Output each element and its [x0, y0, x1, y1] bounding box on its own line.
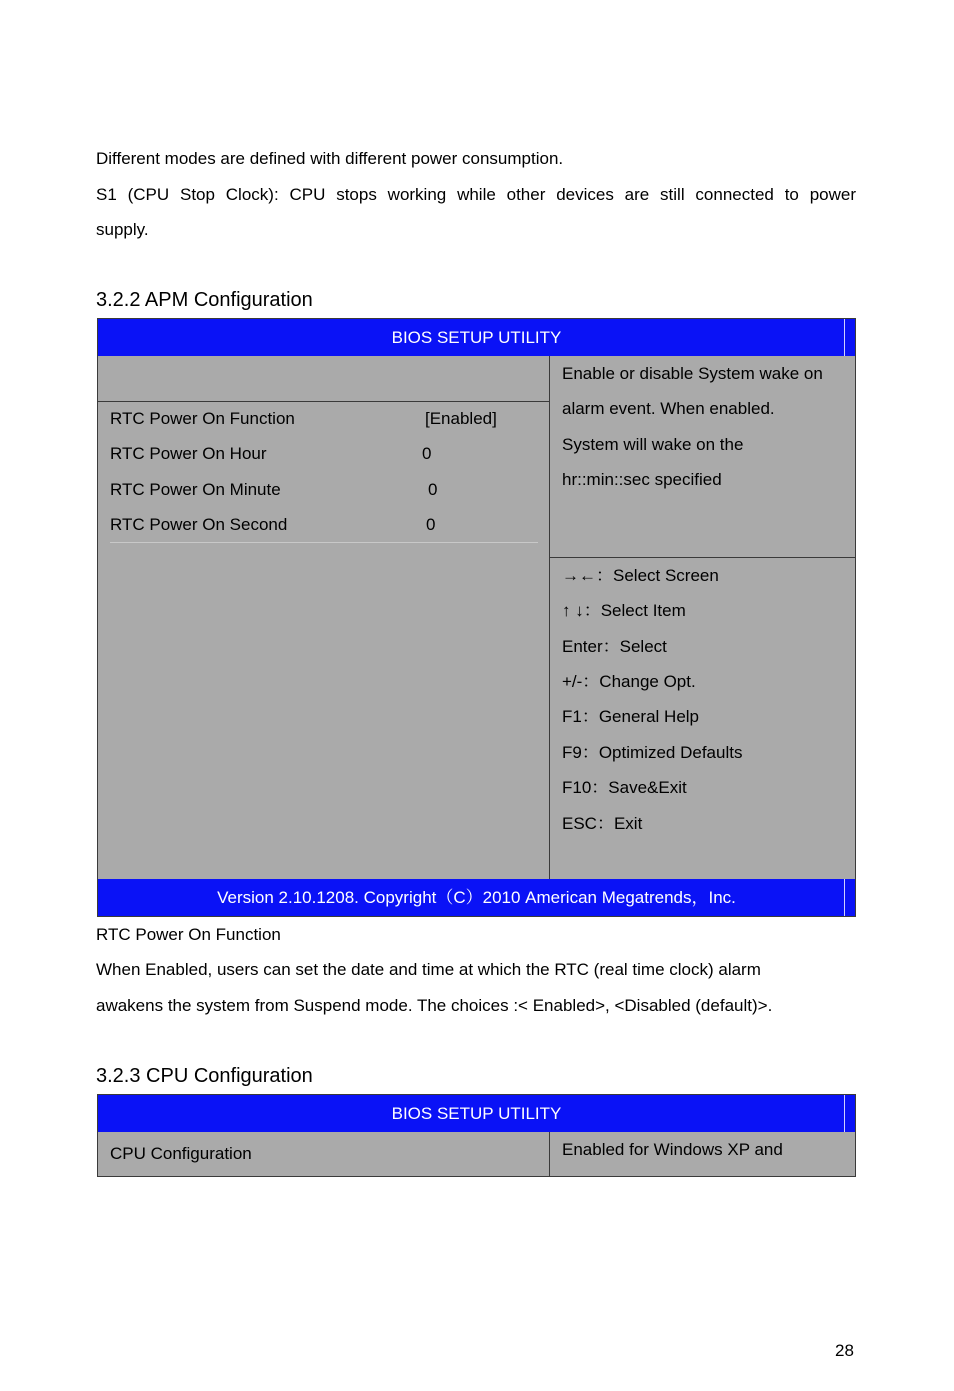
apm-heading: 3.2.2 APM Configuration — [96, 289, 313, 311]
apm-bios-panel — [97, 318, 856, 917]
item-label-rtc-hour[interactable]: RTC Power On Hour — [110, 444, 267, 463]
item-value-rtc-function[interactable]: [Enabled] — [425, 409, 497, 428]
items-top-divider — [98, 401, 549, 402]
help-line: hr::min::sec specified — [562, 470, 722, 489]
key-select-item: ↑ ↓：Select Item — [562, 601, 686, 620]
key-general-help: F1：General Help — [562, 707, 700, 726]
help-line: System will wake on the — [562, 435, 744, 454]
apm-bios-title: BIOS SETUP UTILITY — [98, 319, 855, 356]
help-line: Enable or disable System wake on — [562, 364, 823, 383]
intro-line-2: S1 (CPU Stop Clock): CPU stops working while other devices are still connected to power — [96, 185, 856, 204]
key-save-exit: F10：Save&Exit — [562, 778, 687, 797]
key-change-opt: +/-：Change Opt. — [562, 672, 696, 691]
intro-line-1: Different modes are defined with different power consumption. — [96, 149, 564, 168]
key-select-screen: →←：Select Screen — [562, 566, 719, 585]
apm-bios-footer: Version 2.10.1208. Copyright（C）2010 American Megatrends，Inc. — [98, 879, 855, 916]
key-enter-select: Enter：Select — [562, 637, 667, 656]
cpu-bios-title: BIOS SETUP UTILITY — [98, 1095, 855, 1132]
item-value-rtc-hour[interactable]: 0 — [422, 444, 432, 463]
items-bottom-divider — [110, 542, 538, 543]
item-label-rtc-minute[interactable]: RTC Power On Minute — [110, 480, 281, 499]
cpu-heading: 3.2.3 CPU Configuration — [96, 1065, 313, 1087]
help-line: alarm event. When enabled. — [562, 399, 775, 418]
item-label-rtc-second[interactable]: RTC Power On Second — [110, 515, 288, 534]
cpu-help-line: Enabled for Windows XP and — [562, 1140, 783, 1159]
rtc-desc-title: RTC Power On Function — [96, 925, 281, 944]
item-value-rtc-second[interactable]: 0 — [426, 515, 436, 534]
cpu-configuration-item[interactable]: CPU Configuration — [110, 1144, 252, 1163]
rtc-desc-line-2: awakens the system from Suspend mode. The choices :< Enabled>, <Disabled (default)>. — [96, 996, 773, 1015]
item-label-rtc-function[interactable]: RTC Power On Function — [110, 409, 295, 428]
column-divider — [549, 1132, 550, 1176]
key-exit: ESC：Exit — [562, 814, 643, 833]
page-number: 28 — [835, 1341, 854, 1360]
item-value-rtc-minute[interactable]: 0 — [428, 480, 438, 499]
intro-line-3: supply. — [96, 220, 149, 239]
rtc-desc-line-1: When Enabled, users can set the date and time at which the RTC (real time clock) alarm — [96, 960, 761, 979]
cpu-bios-panel — [97, 1094, 856, 1177]
help-divider — [550, 557, 855, 558]
column-divider — [549, 356, 550, 879]
key-optimized-defaults: F9：Optimized Defaults — [562, 743, 743, 762]
